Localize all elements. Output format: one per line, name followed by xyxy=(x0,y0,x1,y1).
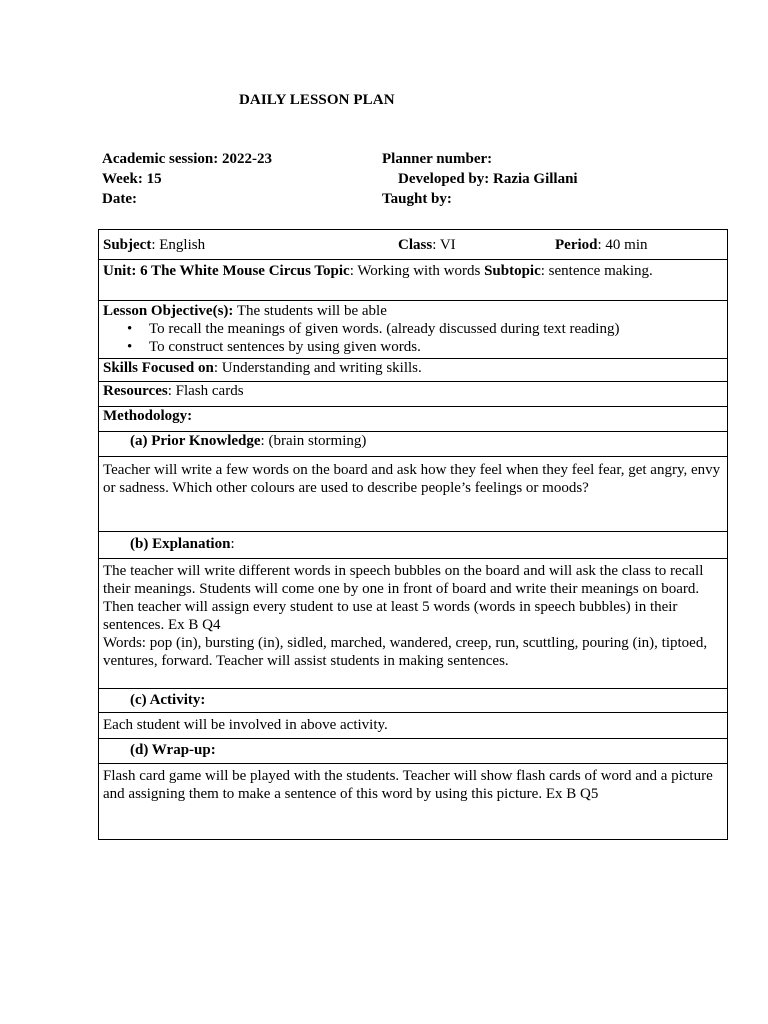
explanation-colon: : xyxy=(230,536,235,552)
prior-knowledge-value: : (brain storming) xyxy=(260,433,367,449)
explanation-label: (b) Explanation xyxy=(130,536,231,552)
objective-item: • To recall the meanings of given words. (already discussed during text reading) xyxy=(149,320,723,338)
unit-row xyxy=(99,260,728,301)
objective-item: • To construct sentences by using given words. xyxy=(149,338,723,356)
subtopic-label: Subtopic xyxy=(484,263,541,279)
planner-number: Planner number: xyxy=(382,151,493,167)
objective-intro: The students will be able xyxy=(233,303,387,319)
class-field xyxy=(398,236,555,254)
skills-row xyxy=(99,359,728,382)
subject-field xyxy=(103,236,398,254)
objectives-row xyxy=(99,301,728,359)
week: Week: 15 xyxy=(102,171,162,187)
explanation-heading-row xyxy=(99,532,728,559)
subject-label: Subject xyxy=(103,237,152,253)
subject-row xyxy=(99,230,728,260)
lesson-plan-table xyxy=(98,229,728,840)
objective-label: Lesson Objective(s): xyxy=(103,303,234,319)
subtopic-value: : sentence making. xyxy=(540,263,653,279)
wrapup-text: Flash card game will be played with the students. Teacher will show flash cards of word and a picture and assigning them to make a sentence of this word by using this picture. Ex B Q5 xyxy=(99,764,728,840)
developed-by: Developed by: Razia Gillani xyxy=(398,171,578,187)
class-value: : VI xyxy=(432,237,456,253)
prior-knowledge-heading-row xyxy=(99,432,728,457)
activity-heading-row xyxy=(99,689,728,713)
skills-label: Skills Focused on xyxy=(103,360,214,376)
wrapup-label: (d) Wrap-up: xyxy=(130,742,216,758)
skills-value: : Understanding and writing skills. xyxy=(213,360,422,376)
academic-session: Academic session: 2022-23 xyxy=(102,151,272,167)
resources-value: : Flash cards xyxy=(167,383,244,399)
methodology-row xyxy=(99,407,728,432)
page-title: DAILY LESSON PLAN xyxy=(239,92,395,108)
explanation-text-row xyxy=(99,559,728,689)
taught-by: Taught by: xyxy=(382,191,452,207)
unit-label: Unit: 6 The White Mouse Circus Topic xyxy=(103,263,350,279)
class-label: Class xyxy=(398,237,433,253)
topic-value: : Working with words xyxy=(349,263,485,279)
objective-list xyxy=(103,320,723,356)
period-value: : 40 min xyxy=(597,237,648,253)
wrapup-heading-row xyxy=(99,739,728,764)
prior-knowledge-label: (a) Prior Knowledge xyxy=(130,433,261,449)
period-label: Period xyxy=(555,237,598,253)
period-field xyxy=(555,236,648,254)
prior-knowledge-text-row xyxy=(99,457,728,532)
activity-text: Each student will be involved in above activity. xyxy=(99,713,728,739)
explanation-paragraph: Words: pop (in), bursting (in), sidled, marched, wandered, creep, run, scuttling, pouring (in), tiptoed, ventures, forward. Teacher will assist students in making sentences. xyxy=(103,635,708,669)
prior-knowledge-text: Teacher will write a few words on the board and ask how they feel when they feel fear, get angry, envy or sadness. Which other colours are used to describe people’s feelings or moods? xyxy=(99,457,728,532)
date: Date: xyxy=(102,191,137,207)
activity-text-row xyxy=(99,713,728,739)
resources-row xyxy=(99,382,728,407)
activity-label: (c) Activity: xyxy=(130,692,206,708)
methodology-label: Methodology: xyxy=(103,408,193,424)
wrapup-text-row xyxy=(99,764,728,840)
subject-value: : English xyxy=(151,237,206,253)
explanation-paragraph: Then teacher will assign every student to use at least 5 words (words in speech bubbles) in their sentences. Ex B Q4 xyxy=(103,599,678,633)
resources-label: Resources xyxy=(103,383,168,399)
explanation-paragraph: The teacher will write different words in speech bubbles on the board and will ask the class to recall their meanings. Students will come one by one in front of board and write their meanings on board. xyxy=(103,563,704,597)
